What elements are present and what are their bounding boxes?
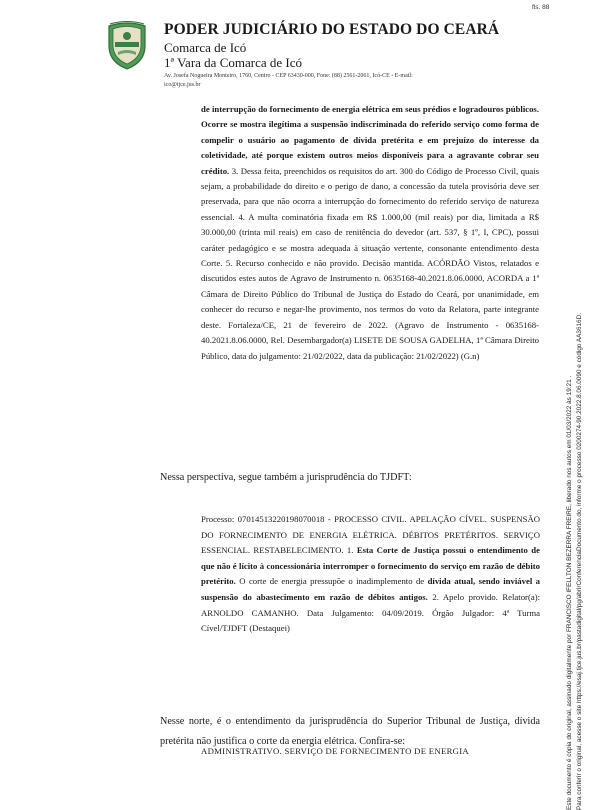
paragraph-tjdft-intro: Nessa perspectiva, segue também a jurisprudência do TJDFT: <box>160 472 412 483</box>
citation-block-stj: ADMINISTRATIVO. SERVIÇO DE FORNECIMENTO DE ENERGIA <box>201 746 470 756</box>
citation-text: 2. Apelo provido. Relator(a): ARNOLDO CAMANHO. Data Julgamento: 04/09/2019. Órgão Julgador: 4ª Turma Cível/TJDFT (Destaquei) <box>201 591 540 634</box>
paragraph-stj-intro: Nesse norte, é o entendimento da jurisprudência do Superior Tribunal de Justiça, dívida pretérita não justifica o corte da energia elétrica. Confira-se: <box>160 716 540 747</box>
citation-block-tjdft <box>201 512 540 637</box>
signature-line: Este documento é cópia do original, assinado digitalmente por FRANCISCO IFELLTON BEZERRA FREIRE, liberado nos autos em 01/03/2022 às 19:21 . <box>566 375 573 810</box>
court-address: Av. Josefa Nogueira Monteiro, 1760, Centro - CEP 63430-000, Fone: (88) 2561-2061, Icó-CE - E-mail: <box>164 73 413 79</box>
court-unit: 1ª Vara da Comarca de Icó <box>164 55 302 70</box>
citation-text: Processo: 07014513220198070018 - PROCESSO CIVIL. APELAÇÃO CÍVEL. SUSPENSÃO DO FORNECIMENTO DE ENERGIA ELÉTRICA. DÉBITOS PRETÉRITOS. SERVIÇO ESSENCIAL. RESTABELECIMENTO. 1. <box>201 514 540 556</box>
court-name: PODER JUDICIÁRIO DO ESTADO DO CEARÁ <box>164 21 500 38</box>
citation-emphasis: de interrupção do fornecimento de energia elétrica em seus prédios e logradouros públicos. Ocorre se mostra ilegítima a suspensão indiscriminada do referido serviço como forma de compelir o usuário ao pagamento de dívida pretérita e em prejuízo do interesse da coletividade, até porque existem outros meios disponíveis para a agravante cobrar seu crédito. <box>201 104 539 176</box>
page-number: fls. 88 <box>532 4 550 11</box>
citation-emphasis: Esta Corte de Justiça possui o entendimento de que não é lícito à concessionária interromper o fornecimento do serviço em razão de débito pretérito. <box>201 545 540 587</box>
citation-block-tjce <box>201 102 539 364</box>
citation-text: 3. Dessa feita, preenchidos os requisitos do art. 300 do Código de Processo Civil, quais sejam, a probabilidade do direito e o perigo de dano, a concessão da tutela provisória deve ser preservada, para que não ocorra a interrupção do fornecimento do referido serviço de natureza essencial. 4. A multa cominatória fixada em R$ 1.000,00 (mil reais) por dia, limitada a R$ 30.000,00 (trinta mil reais) em caso de renitência do devedor (art. 537, § 1º, I, CPC), possui caráter pedagógico e se mostra adequada à situação vertente, consonante entendimento desta Corte. 5. Recurso conhecido e não provido. Decisão mantida. ACÓRDÃO Vistos, relatados e discutidos estes autos de Agravo de Instrumento n. 0635168-40.2021.8.06.0000, ACORDA a 1ª Câmara de Direito Público do Tribunal de Justiça do Estado do Ceará, por unanimidade, em conhecer do recurso e negar-lhe provimento, nos termos do voto da Relatora, parte integrante deste. Fortaleza/CE, 21 de fevereiro de 2022. (Agravo de Instrumento - 0635168-40.2021.8.06.0000, Rel. Desembargador(a) LISETE DE SOUSA GADELHA, 1ª Câmara Direito Público, data do julgamento: 21/02/2022, data da publicação: 21/02/2022) (G.n) <box>201 165 539 361</box>
citation-emphasis: dívida atual, sendo inviável a suspensão do abastecimento em razão de débitos antigos. <box>201 576 540 602</box>
verification-line: Para conferir o original, acesse o site https://esaj.tjce.jus.br/pastadigital/pg/abrirConferenciaDocumento.do, informe o processo 0200274-90.2022.8.06.0090 e código AA3616D. <box>576 313 584 810</box>
citation-text: O corte de energia pressupõe o inadimplemento de <box>235 576 428 587</box>
digital-signature-stamp <box>565 90 585 810</box>
coat-of-arms-icon <box>106 20 148 70</box>
district-name: Comarca de Icó <box>164 40 247 55</box>
court-email: ico@tjce.jus.br <box>164 82 201 88</box>
